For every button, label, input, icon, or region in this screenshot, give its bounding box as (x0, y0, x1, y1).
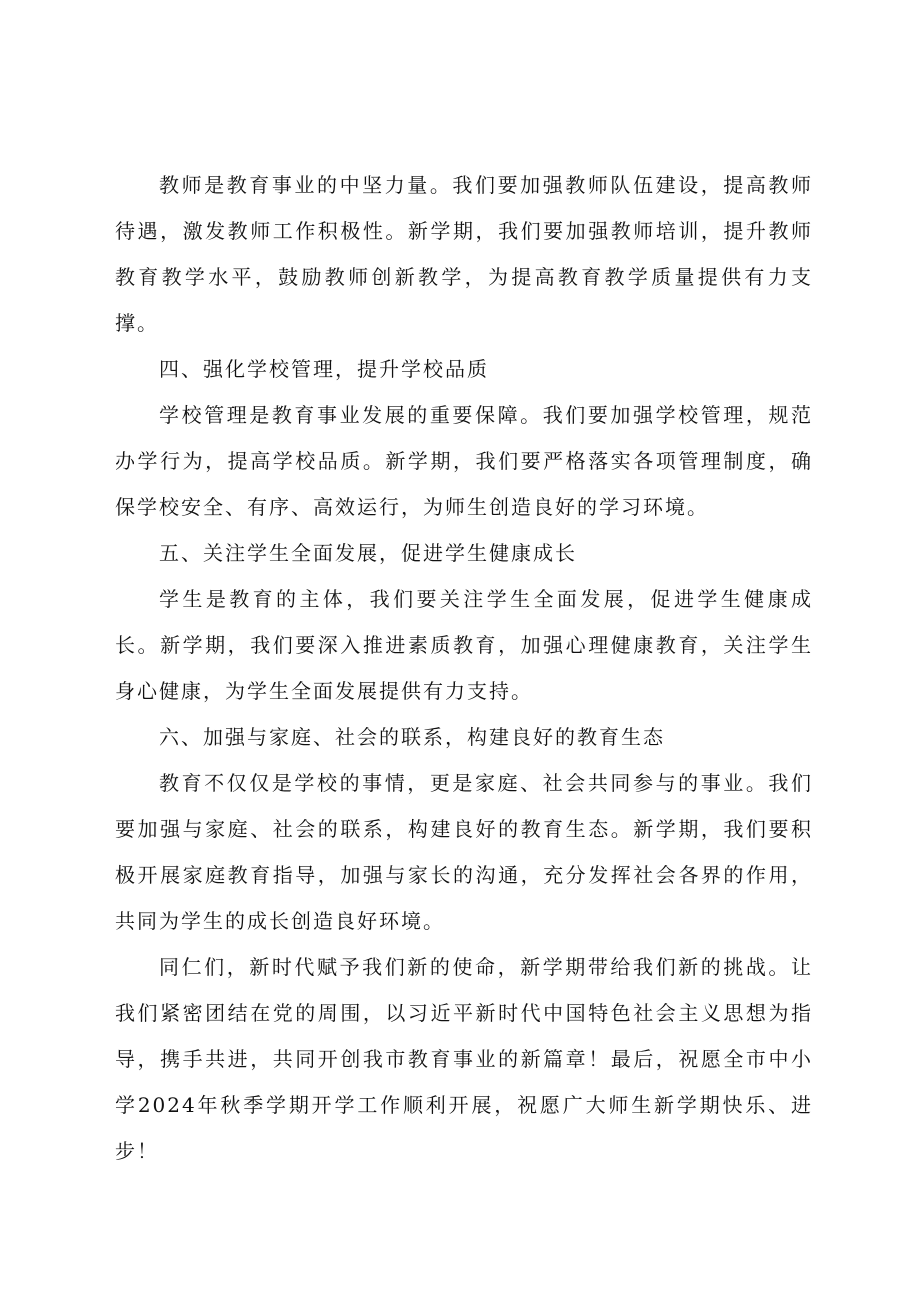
paragraph-school-management: 学校管理是教育事业发展的重要保障。我们要加强学校管理，规范办学行为，提高学校品质。新学期，我们要严格落实各项管理制度，确保学校安全、有序、高效运行，为师生创造良好的学习环境。 (115, 403, 813, 519)
paragraph-closing: 同仁们，新时代赋予我们新的使命，新学期带给我们新的挑战。让我们紧密团结在党的周围，以习近平新时代中国特色社会主义思想为指导，携手共进，共同开创我市教育事业的新篇章！最后，祝愿全市中小学2024年秋季学期开学工作顺利开展，祝愿广大师生新学期快乐、进步！ (115, 955, 813, 1163)
document-body (115, 162, 813, 1174)
paragraph-teachers: 教师是教育事业的中坚力量。我们要加强教师队伍建设，提高教师待遇，激发教师工作积极性。新学期，我们要加强教师培训，提升教师教育教学水平，鼓励教师创新教学，为提高教育教学质量提供有力支撑。 (115, 173, 813, 335)
paragraph-student-development: 学生是教育的主体，我们要关注学生全面发展，促进学生健康成长。新学期，我们要深入推进素质教育，加强心理健康教育，关注学生身心健康，为学生全面发展提供有力支持。 (115, 587, 813, 703)
section-heading-school-management: 四、强化学校管理，提升学校品质 (159, 357, 489, 381)
paragraph-family-society: 教育不仅仅是学校的事情，更是家庭、社会共同参与的事业。我们要加强与家庭、社会的联系，构建良好的教育生态。新学期，我们要积极开展家庭教育指导，加强与家长的沟通，充分发挥社会各界的作用，共同为学生的成长创造良好环境。 (115, 771, 813, 933)
section-heading-student-development: 五、关注学生全面发展，促进学生健康成长 (159, 541, 577, 565)
section-heading-family-society: 六、加强与家庭、社会的联系，构建良好的教育生态 (159, 725, 665, 749)
